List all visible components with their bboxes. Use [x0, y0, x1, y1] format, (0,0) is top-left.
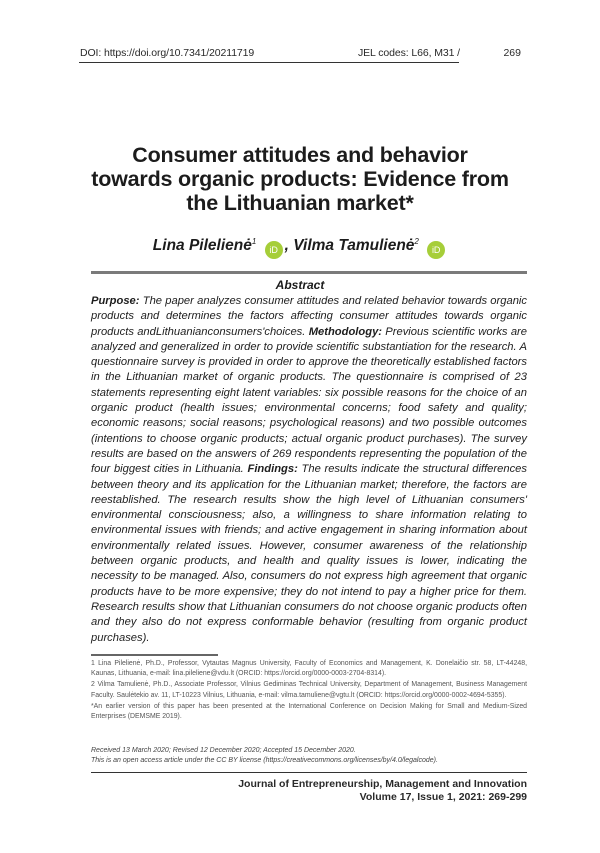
page-number: 269 [503, 47, 521, 59]
doi-link[interactable]: DOI: https://doi.org/10.7341/20211719 [80, 47, 255, 59]
header-divider [79, 62, 459, 63]
jel-codes: JEL codes: L66, M31 / [358, 47, 460, 59]
author-separator: , [284, 237, 289, 254]
purpose-text: The paper analyzes consumer attitudes and related behavior towards organic products and determines the factors affecting consumer attitudes towards organic products andLithuanianconsumers'choices. [91, 295, 527, 338]
methodology-text: Previous scientific works are analyzed and generalized in order to provide scientific substantiation for the research. A questionnaire survey is provided in order to approve the theoretically established factors in the Lithuanian market of organic products. The questionnaire is comprised of 23 statements representing eight latent variables: six possible reasons for the choice of an organic product (health issues; environmental concerns; food safety and quality; economic reasons; social reasons; psychological reasons) and two possible outcomes (intentions to choose organic products; actual organic product purchases). The survey results are based on the answers of 269 respondents representing the population of the four biggest cities in Lithuania. [91, 325, 527, 476]
footnotes [91, 659, 527, 723]
received-dates: Received 13 March 2020; Revised 12 December 2020; Accepted 15 December 2020. [91, 747, 356, 754]
methodology-label: Methodology: [308, 325, 383, 338]
findings-label: Findings: [247, 463, 298, 476]
title-line-2: towards organic products: Evidence from [91, 167, 509, 191]
abstract-heading: Abstract [275, 278, 325, 292]
purpose-label: Purpose: [91, 295, 140, 307]
affiliation-mark: 2 [414, 237, 419, 246]
journal-name: Journal of Entrepreneurship, Management and Innovation [238, 778, 527, 790]
journal-volume: Volume 17, Issue 1, 2021: 269-299 [359, 791, 527, 803]
article-dates [91, 746, 527, 766]
footnote-2: 2 Vilma Tamulienė, Ph.D., Associate Professor, Vilnius Gediminas Technical University, Department of Management, Business Management Faculty. Saulėtekio av. 11, LT-10223 Vilnius, Lithuania, e-mail: vilma.tamuliene@vgtu.lt (ORCID: https://orcid.org/0000-0002-4694-5355). [91, 681, 527, 699]
footnote-1: 1 Lina Pilelienė, Ph.D., Professor, Vytautas Magnus University, Faculty of Economics and Management, K. Donelaičio str. 58, LT-44248, Kaunas, Lithuania, e-mail: lina.pileliene@vdu.lt (ORCID: https://orcid.org/0000-0003-2704-8314). [91, 660, 527, 678]
title-line-1: Consumer attitudes and behavior [132, 143, 468, 167]
title-line-3: the Lithuanian market* [186, 191, 414, 215]
paper-title [60, 143, 540, 215]
abstract-divider [91, 271, 527, 274]
journal-info [238, 778, 527, 804]
abstract-body [91, 294, 527, 646]
author-name: Vilma Tamulienė [293, 237, 415, 254]
author-name: Lina Pilelienė [152, 237, 252, 254]
orcid-icon[interactable]: iD [427, 241, 445, 259]
footnote-divider [91, 654, 218, 656]
footnote-earlier-version: *An earlier version of this paper has been presented at the International Conference on Decision Making for Small and Medium-Sized Enterprises (DEMSME 2019). [91, 702, 527, 721]
orcid-icon[interactable]: iD [265, 241, 283, 259]
footer-divider [91, 772, 527, 773]
author-list [0, 237, 600, 259]
findings-text: The results indicate the structural differences between theory and its application for the Lithuanian market; therefore, the factors are reestablished. The research results show the high level of Lithuanian consumers' environmental consciousness; also, a willingness to share information relating to environmental issues with friends; and active engagement in sharing information about environmentally related issues. However, consumer awareness of the relationship between organic products, and health and quality issues is lower, indicating the necessity to be managed. Also, consumers do not express high agreement that organic products have to be more expensive; they do not intend to pay a higher price for them. Research results show that Lithuanian consumers do not choose organic products often and they also do not express conformable behavior (resulting from organic product purchases). [91, 463, 527, 644]
affiliation-mark: 1 [251, 237, 257, 246]
license-note: This is an open access article under the CC BY license (https://creativecommons.org/licenses/by/4.0/legalcode). [91, 757, 438, 764]
